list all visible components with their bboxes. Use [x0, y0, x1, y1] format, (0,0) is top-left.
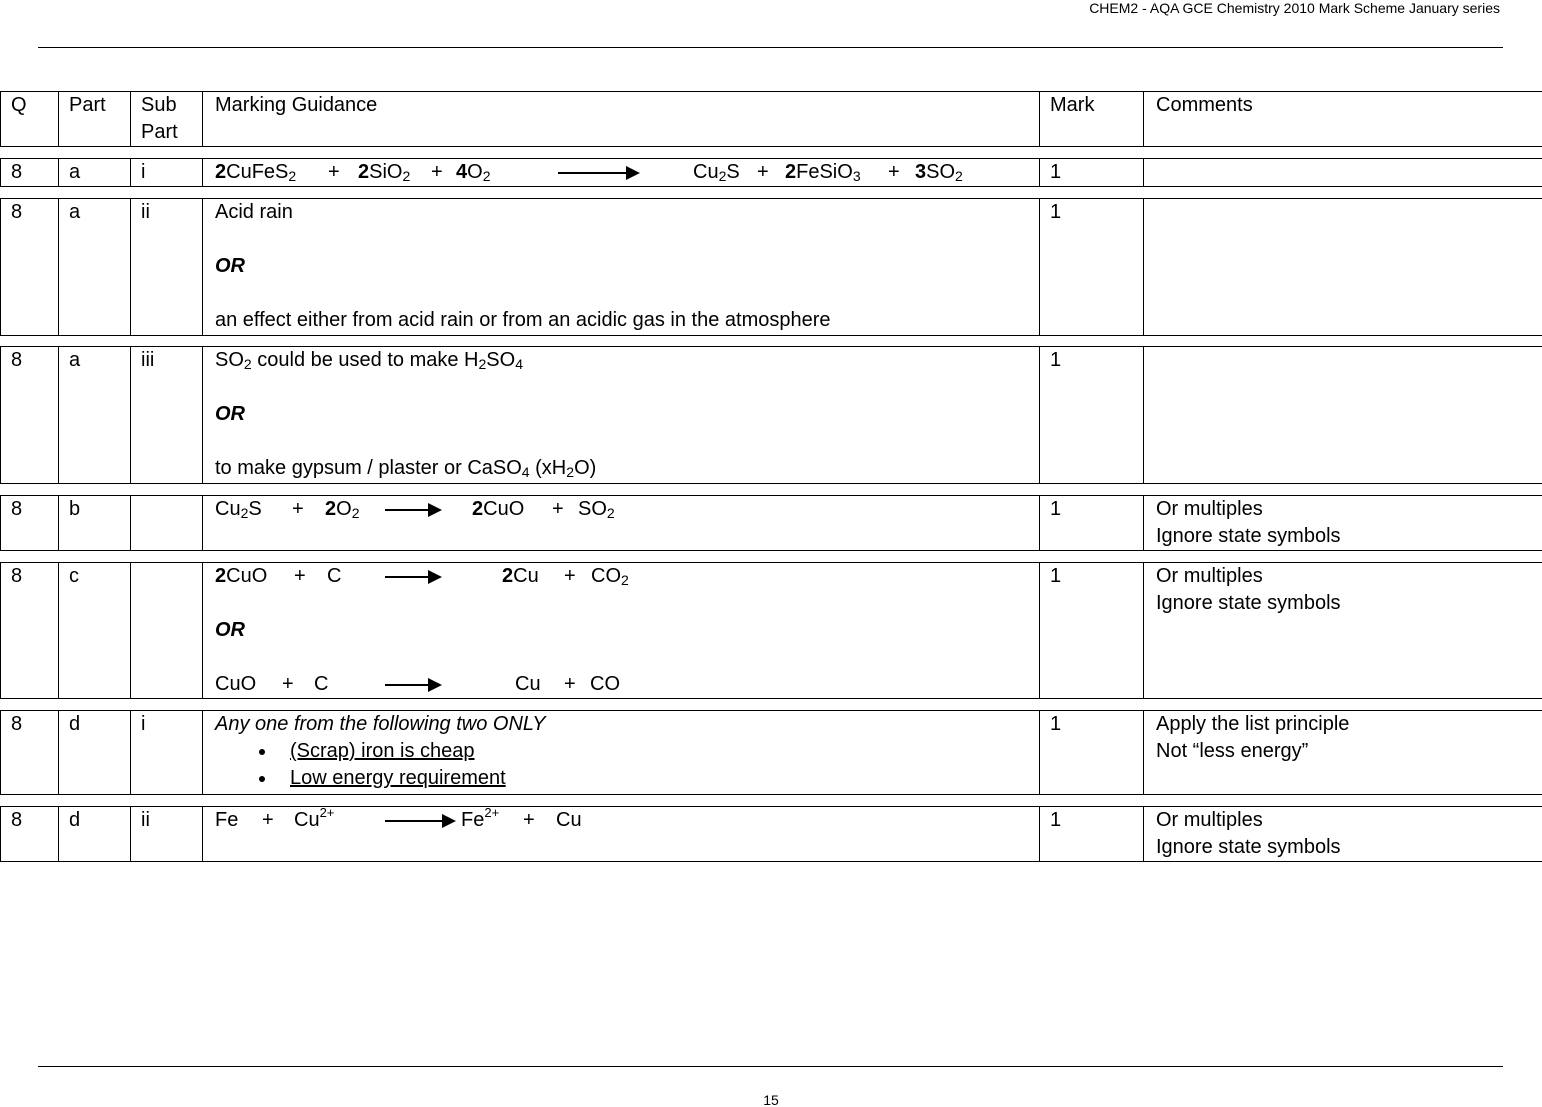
cell-sub-part: i	[131, 711, 203, 795]
reactant-2: $Cu^{2+}$	[294, 805, 335, 831]
page-header: CHEM2 - AQA GCE Chemistry 2010 Mark Scheme January series	[1089, 0, 1500, 16]
equation	[215, 807, 1029, 834]
comment-line: Ignore state symbols	[1156, 836, 1341, 858]
comment-line: Or multiples	[1156, 565, 1263, 587]
plus-sign: +	[564, 565, 576, 587]
column-header-table	[0, 91, 1542, 147]
product-1: $Cu_2S$	[693, 161, 740, 184]
product-1: Cu	[515, 673, 541, 695]
cell-mark: 1	[1040, 347, 1144, 484]
comment-line: Or multiples	[1156, 498, 1263, 520]
list-item: Low energy requirement	[215, 765, 1029, 792]
reactant-2: $2O_2$	[325, 498, 360, 521]
sub-part-label-1: Sub	[141, 94, 177, 116]
cell-sub-part: ii	[131, 807, 203, 862]
product-2: $SO_2$	[578, 498, 615, 521]
column-header-comments: Comments	[1144, 92, 1542, 147]
cell-part: c	[59, 563, 131, 699]
reactant-1: 2CuO	[215, 565, 268, 587]
row-8aiii-table	[0, 346, 1542, 484]
guidance-line: to make gypsum / plaster or CaSO$_4$ $(xH_2O)$	[215, 457, 597, 480]
comment-line: Ignore state symbols	[1156, 525, 1341, 547]
cell-part: a	[59, 199, 131, 336]
sub-part-label-2: Part	[141, 121, 178, 143]
cell-sub-part	[131, 563, 203, 699]
cell-comments	[1144, 199, 1542, 336]
column-header-part: Part	[59, 92, 131, 147]
product-1: 2Cu	[502, 565, 539, 587]
cell-mark: 1	[1040, 496, 1144, 551]
reactant-2: C	[327, 565, 342, 587]
cell-sub-part	[131, 496, 203, 551]
cell-comments	[1144, 159, 1542, 187]
row-8ai-table	[0, 158, 1542, 187]
reaction-arrow	[385, 820, 454, 822]
cell-mark: 1	[1040, 563, 1144, 699]
reactant-1: $Cu_2S$	[215, 498, 262, 521]
cell-mark: 1	[1040, 159, 1144, 187]
or-label: OR	[215, 255, 245, 277]
table-row	[1, 496, 1542, 551]
cell-part: d	[59, 807, 131, 862]
table-row	[1, 563, 1542, 699]
list-item: (Scrap) iron is cheap	[215, 738, 1029, 765]
cell-comments	[1144, 711, 1542, 795]
cell-q: 8	[1, 807, 59, 862]
reactant-2: C	[314, 673, 329, 695]
table-row	[1, 199, 1542, 336]
plus-sign: +	[282, 673, 294, 695]
bullet-list	[215, 738, 1029, 792]
guidance-line: $SO_2$ could be used to make $H_2SO_4$	[215, 349, 523, 372]
product-2: $CO_2$	[591, 565, 629, 588]
product-1: $Fe^{2+}$	[461, 805, 500, 831]
cell-sub-part: ii	[131, 199, 203, 336]
reaction-arrow	[385, 576, 440, 578]
cell-sub-part: i	[131, 159, 203, 187]
or-label: OR	[215, 403, 245, 425]
plus-sign: +	[262, 809, 274, 831]
product-2: Cu	[556, 809, 582, 831]
plus-sign: +	[888, 161, 900, 183]
table-row	[1, 347, 1542, 484]
cell-q: 8	[1, 711, 59, 795]
cell-part: a	[59, 347, 131, 484]
cell-guidance	[203, 711, 1040, 795]
comment-line: Not “less energy”	[1156, 740, 1309, 762]
cell-mark: 1	[1040, 807, 1144, 862]
cell-q: 8	[1, 496, 59, 551]
row-8b-table	[0, 495, 1542, 551]
cell-guidance	[203, 807, 1040, 862]
plus-sign: +	[292, 498, 304, 520]
equation	[215, 671, 1029, 698]
cell-part: b	[59, 496, 131, 551]
column-header-row	[1, 92, 1542, 147]
row-8di-table	[0, 710, 1542, 795]
or-label: OR	[215, 619, 245, 641]
row-8dii-table	[0, 806, 1542, 862]
cell-comments	[1144, 563, 1542, 699]
cell-guidance	[203, 496, 1040, 551]
plus-sign: +	[552, 498, 564, 520]
cell-sub-part: iii	[131, 347, 203, 484]
column-header-guidance: Marking Guidance	[203, 92, 1040, 147]
guidance-intro: Any one from the following two ONLY	[215, 713, 546, 735]
cell-comments	[1144, 807, 1542, 862]
cell-mark: 1	[1040, 711, 1144, 795]
reactant-1: 2CuFeS$_2$	[215, 161, 297, 184]
header-rule	[38, 47, 1503, 48]
column-header-q: Q	[1, 92, 59, 147]
cell-q: 8	[1, 563, 59, 699]
comment-line: Or multiples	[1156, 809, 1263, 831]
equation	[215, 159, 1029, 186]
cell-part: d	[59, 711, 131, 795]
plus-sign: +	[523, 809, 535, 831]
table-row	[1, 711, 1542, 795]
table-row	[1, 159, 1542, 187]
cell-q: 8	[1, 199, 59, 336]
plus-sign: +	[564, 673, 576, 695]
cell-part: a	[59, 159, 131, 187]
footer-rule	[38, 1066, 1503, 1067]
cell-guidance	[203, 563, 1040, 699]
comment-line: Apply the list principle	[1156, 713, 1350, 735]
guidance-line: an effect either from acid rain or from an acidic gas in the atmosphere	[215, 309, 831, 331]
cell-guidance	[203, 199, 1040, 336]
equation	[215, 496, 1029, 523]
reactant-1: CuO	[215, 673, 257, 695]
column-header-sub-part	[131, 92, 203, 147]
cell-guidance	[203, 159, 1040, 187]
comment-line: Ignore state symbols	[1156, 592, 1341, 614]
cell-comments	[1144, 496, 1542, 551]
row-8c-table	[0, 562, 1542, 699]
reactant-3: $4O_2$	[456, 161, 491, 184]
row-8aii-table	[0, 198, 1542, 336]
table-row	[1, 807, 1542, 862]
product-2: CO	[590, 673, 620, 695]
product-1: 2CuO	[472, 498, 525, 520]
cell-q: 8	[1, 159, 59, 187]
product-3: $3SO_2$	[915, 161, 963, 184]
cell-comments	[1144, 347, 1542, 484]
plus-sign: +	[431, 161, 443, 183]
cell-q: 8	[1, 347, 59, 484]
plus-sign: +	[757, 161, 769, 183]
reactant-2: 2SiO$_2$	[358, 161, 411, 184]
reactant-1: Fe	[215, 809, 239, 831]
equation	[215, 563, 1029, 590]
plus-sign: +	[328, 161, 340, 183]
reaction-arrow	[385, 509, 440, 511]
reaction-arrow	[558, 172, 638, 174]
reaction-arrow	[385, 684, 440, 686]
product-2: 2FeSiO$_3$	[785, 161, 861, 184]
cell-guidance	[203, 347, 1040, 484]
page-number: 15	[763, 1092, 779, 1107]
plus-sign: +	[294, 565, 306, 587]
guidance-line: Acid rain	[215, 201, 293, 223]
cell-mark: 1	[1040, 199, 1144, 336]
column-header-mark: Mark	[1040, 92, 1144, 147]
